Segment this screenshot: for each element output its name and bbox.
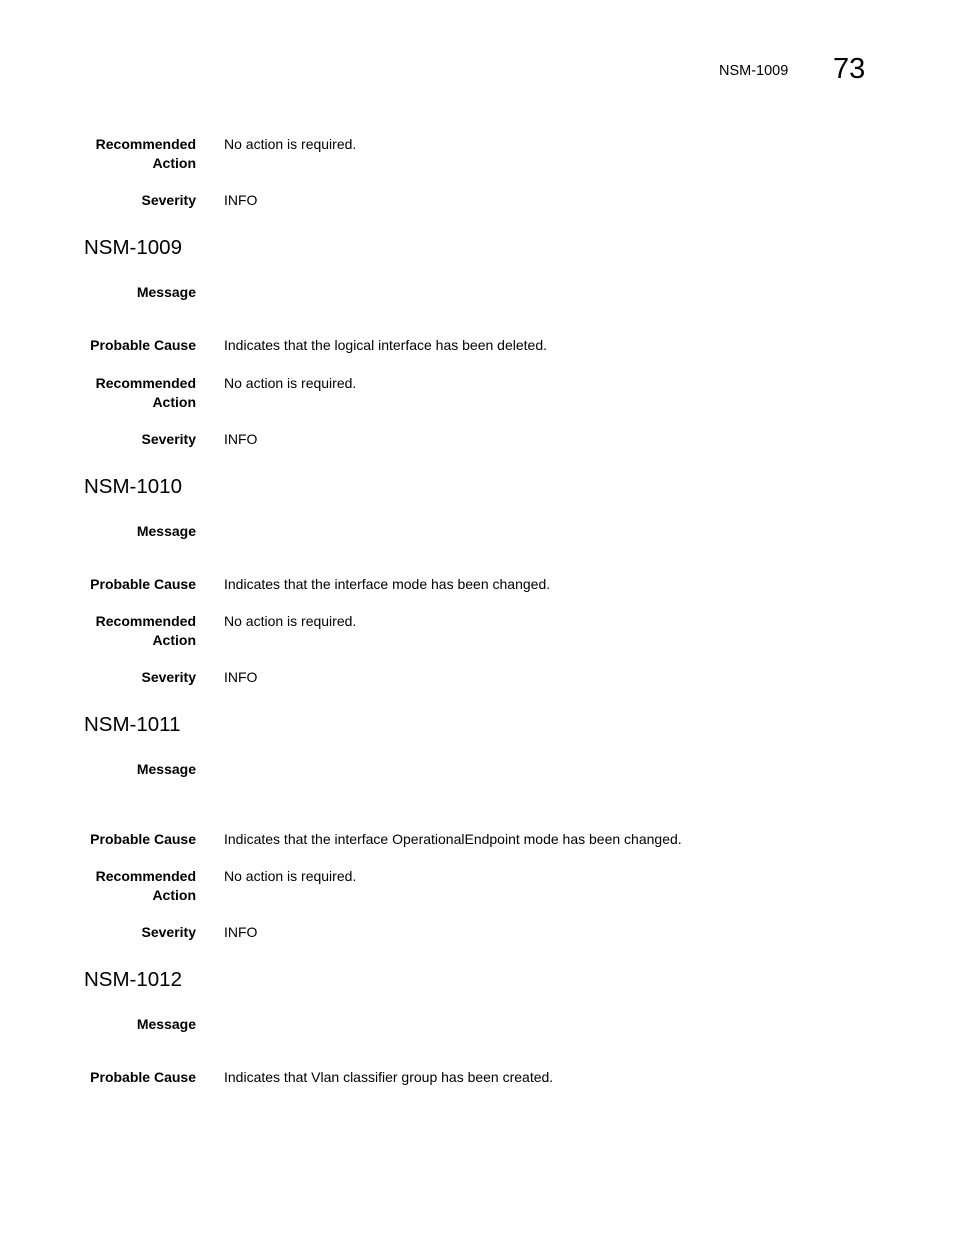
severity-label: Severity	[141, 924, 196, 940]
severity-value: INFO	[224, 924, 258, 940]
probable-cause-value: Indicates that the interface mode has been changed.	[224, 576, 551, 592]
severity-value: INFO	[224, 669, 258, 685]
entry-heading: NSM-1012	[84, 968, 182, 991]
message-label: Message	[136, 761, 196, 777]
recommended-action-value: No action is required.	[224, 868, 357, 884]
probable-cause-value: Indicates that Vlan classifier group has been created.	[224, 1069, 554, 1085]
severity-value: INFO	[224, 192, 258, 208]
probable-cause-label: Probable Cause	[90, 337, 196, 353]
probable-cause-label: Probable Cause	[90, 831, 196, 847]
message-label: Message	[136, 284, 196, 300]
message-label: Message	[136, 1016, 196, 1032]
recommended-action-value: No action is required.	[224, 613, 357, 629]
recommended-action-label: Recommended Action	[95, 375, 196, 410]
severity-label: Severity	[141, 431, 196, 447]
recommended-action-label: Recommended Action	[95, 613, 196, 648]
severity-value: INFO	[224, 431, 258, 447]
recommended-action-label: Recommended Action	[95, 868, 196, 903]
entry-heading: NSM-1011	[84, 713, 181, 736]
severity-label: Severity	[141, 192, 196, 208]
chapter-number: 73	[833, 53, 866, 85]
recommended-action-label: Recommended Action	[95, 136, 196, 171]
probable-cause-value: Indicates that the interface OperationalEndpoint mode has been changed.	[224, 831, 682, 847]
probable-cause-label: Probable Cause	[90, 576, 196, 592]
severity-label: Severity	[141, 669, 196, 685]
probable-cause-value: Indicates that the logical interface has been deleted.	[224, 337, 547, 353]
probable-cause-label: Probable Cause	[90, 1069, 196, 1085]
entry-heading: NSM-1010	[84, 475, 182, 498]
entry-heading: NSM-1009	[84, 236, 182, 259]
running-header-section: NSM-1009	[719, 63, 789, 79]
recommended-action-value: No action is required.	[224, 375, 357, 391]
message-label: Message	[136, 523, 196, 539]
recommended-action-value: No action is required.	[224, 136, 357, 152]
